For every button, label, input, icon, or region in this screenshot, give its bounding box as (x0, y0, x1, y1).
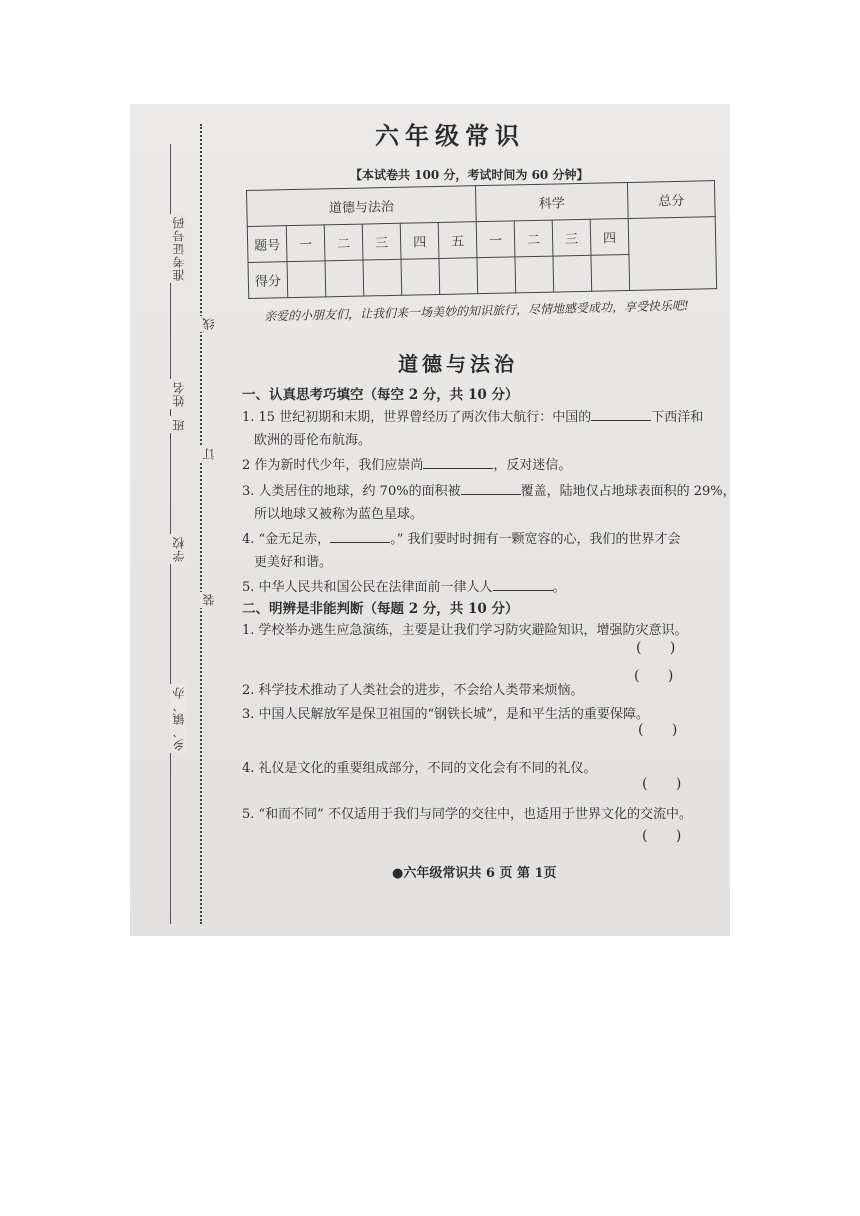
col-moral-5: 五 (438, 222, 477, 259)
q5-text-b: 。 (552, 580, 566, 595)
tf-q4-answer[interactable]: ( ) (642, 776, 694, 792)
tf-q4: 4. 礼仪是文化的重要组成部分，不同的文化会有不同的礼仪。 (242, 761, 597, 776)
q3-text-b: 覆盖，陆地仅占地球表面积的 29%， (520, 484, 736, 499)
col-moral-4: 四 (400, 222, 439, 259)
score-cell[interactable] (325, 260, 364, 297)
q3-blank[interactable] (461, 482, 521, 495)
col-science-4: 四 (590, 219, 629, 256)
score-cell[interactable] (287, 261, 326, 298)
col-moral-1: 一 (286, 225, 325, 262)
score-cell[interactable] (515, 256, 554, 293)
tf-q3-answer[interactable]: ( ) (638, 722, 690, 738)
tf-q1-answer[interactable]: ( ) (636, 640, 688, 656)
score-cell[interactable] (439, 258, 478, 295)
tf-q3: 3. 中国人民解放军是保卫祖国的“钢铁长城”，是和平生活的重要保障。 (242, 707, 649, 722)
q1-blank[interactable] (591, 408, 651, 421)
q3-line2: 所以地球又被称为蓝色星球。 (254, 507, 424, 522)
q1-text-b: 下西洋和 (651, 410, 704, 425)
q4-blank[interactable] (330, 530, 390, 543)
score-total-header: 总分 (627, 181, 715, 219)
row-label-question: 题号 (247, 226, 287, 263)
binding-margin (130, 104, 230, 936)
page-footer: ●六年级常识共 6 页 第 1页 (392, 866, 557, 881)
score-cell[interactable] (591, 254, 630, 291)
school-label: 学校 (172, 536, 186, 562)
col-science-2: 二 (514, 220, 553, 257)
q5-line (242, 578, 566, 597)
q2-blank[interactable] (423, 456, 493, 469)
exam-id-label: 准考证号码 (172, 216, 186, 281)
q4-line1 (242, 530, 680, 549)
q1-text-a: 1. 15 世纪初期和末期，世界曾经历了两次伟大航行：中国的 (242, 410, 592, 425)
row-label-score: 得分 (248, 262, 288, 299)
part2-heading: 二、明辨是非能判断（每题 2 分，共 10 分） (242, 601, 519, 617)
tf-q5: 5. “和而不同” 不仅适用于我们与同学的交往中，也适用于世界文化的交流中。 (242, 807, 692, 822)
exam-paper-photo (130, 104, 736, 936)
col-science-3: 三 (552, 219, 591, 256)
part1-heading: 一、认真思考巧填空（每空 2 分，共 10 分） (242, 387, 519, 403)
tf-q2-answer[interactable]: ( ) (634, 668, 686, 684)
q3-text-a: 3. 人类居住的地球，约 70%的面积被 (242, 484, 461, 499)
score-group-moral: 道德与法治 (247, 186, 477, 227)
mark-ding: 订 (202, 448, 216, 460)
q1-line2: 欧洲的哥伦布航海。 (254, 433, 372, 448)
mark-line: 线 (202, 318, 216, 330)
paper-title: 六年级常识 (375, 121, 525, 150)
name-label: 姓名 (172, 381, 186, 407)
exam-note: 【本试卷共 100 分，考试时间为 60 分钟】 (350, 168, 589, 182)
score-group-science: 科学 (475, 183, 628, 222)
q5-blank[interactable] (493, 578, 553, 591)
col-science-1: 一 (476, 221, 515, 258)
class-label: 班 (172, 418, 186, 431)
town-label: 乡、镇、办 (172, 686, 186, 751)
total-score-cell[interactable] (628, 217, 716, 291)
section-title: 道德与法治 (398, 352, 518, 376)
score-cell[interactable] (363, 259, 402, 296)
binding-dotted-line (200, 124, 202, 924)
q3-line1 (242, 482, 736, 501)
q2-line (242, 456, 571, 475)
score-cell[interactable] (477, 257, 516, 294)
mark-zhuang: 装 (202, 594, 216, 606)
q5-text-a: 5. 中华人民共和国公民在法律面前一律人人 (242, 580, 493, 595)
q2-text-b: ，反对迷信。 (493, 458, 572, 473)
tf-q5-answer[interactable]: ( ) (642, 828, 694, 844)
col-moral-3: 三 (362, 223, 401, 260)
q4-line2: 更美好和谐。 (254, 555, 333, 570)
score-cell[interactable] (553, 255, 592, 292)
tf-q2: 2. 科学技术推动了人类社会的进步，不会给人类带来烦恼。 (242, 683, 584, 698)
q4-text-b: 。” 我们要时时拥有一颗宽容的心，我们的世界才会 (390, 532, 681, 547)
score-table (246, 180, 717, 299)
tf-q1: 1. 学校举办逃生应急演练，主要是让我们学习防灾避险知识，增强防灾意识。 (242, 623, 688, 638)
greeting-text: 亲爱的小朋友们，让我们来一场美妙的知识旅行，尽情地感受成功，享受快乐吧! (263, 298, 689, 324)
col-moral-2: 二 (324, 224, 363, 261)
q4-text-a: 4. “金无足赤， (242, 532, 331, 547)
q1-line1 (242, 408, 703, 427)
q2-text-a: 2 作为新时代少年，我们应崇尚 (242, 458, 424, 473)
score-cell[interactable] (401, 258, 440, 295)
